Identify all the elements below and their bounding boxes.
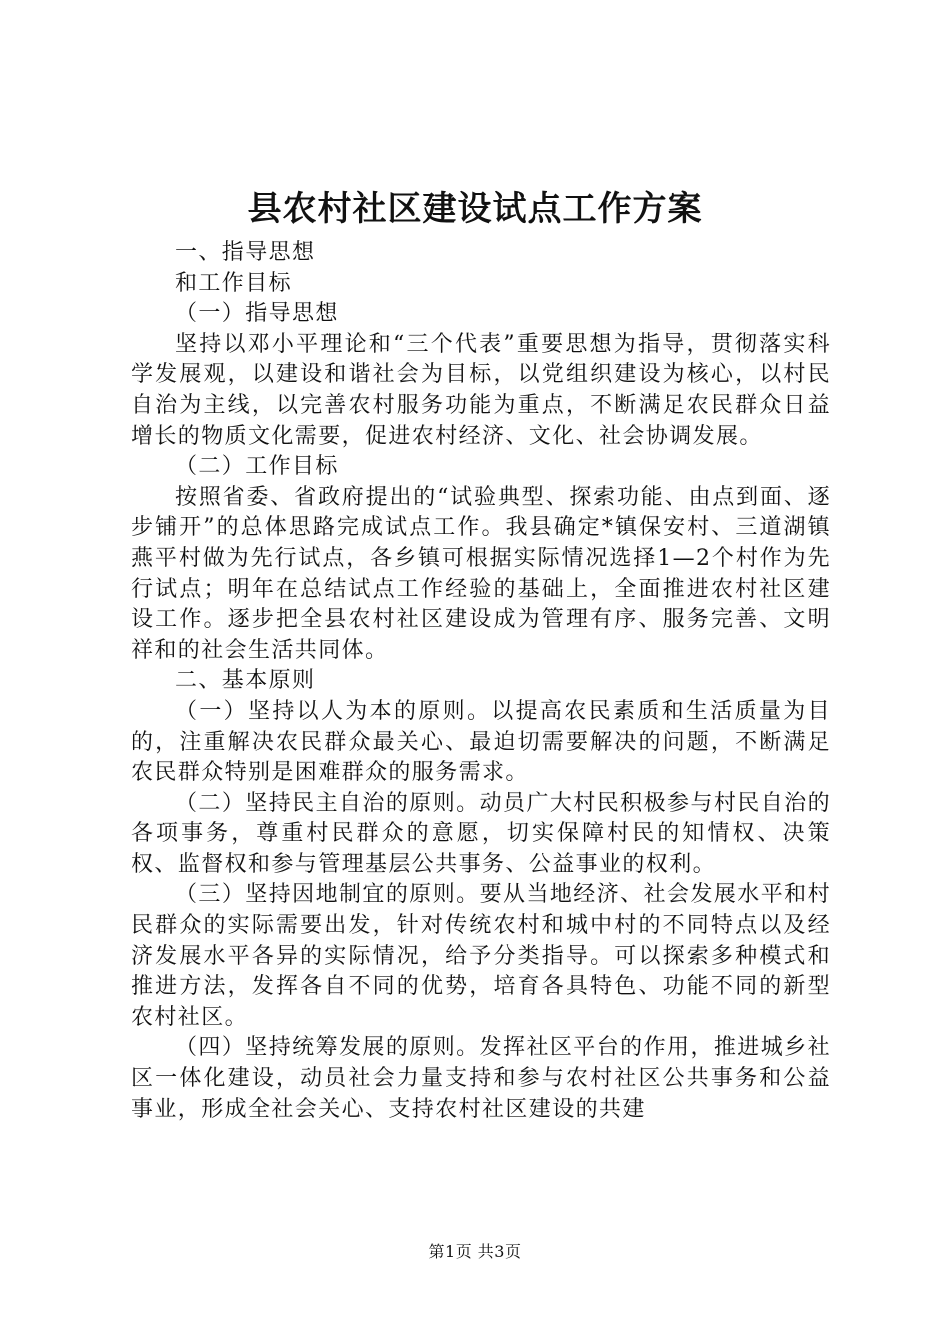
body-paragraph: （三）坚持因地制宜的原则。要从当地经济、社会发展水平和村民群众的实际需要出发，针对传统农村和城中村的不同特点以及经济发展水平各异的实际情况，给予分类指导。可以探索多种模式和推进方法，发挥各自不同的优势，培育各具特色、功能不同的新型农村社区。 [131, 882, 831, 1030]
subsection-heading: （一）指导思想 [175, 301, 339, 327]
page-number-footer: 第1页 共3页 [428, 1242, 522, 1261]
section-heading: 二、基本原则 [175, 668, 316, 694]
body-paragraph: 坚持以邓小平理论和“三个代表”重要思想为指导，贯彻落实科学发展观，以建设和谐社会为目标，以党组织建设为核心，以村民自治为主线，以完善农村服务功能为重点，不断满足农民群众日益增长的物质文化需要，促进农村经济、文化、社会协调发展。 [131, 331, 831, 449]
document-body [131, 238, 831, 1125]
body-paragraph: （四）坚持统筹发展的原则。发挥社区平台的作用，推进城乡社区一体化建设，动员社会力量支持和参与农村社区公共事务和公益事业，形成全社会关心、支持农村社区建设的共建 [131, 1035, 831, 1122]
body-paragraph: 按照省委、省政府提出的“试验典型、探索功能、由点到面、逐步铺开”的总体思路完成试点工作。我县确定*镇保安村、三道湖镇燕平村做为先行试点，各乡镇可根据实际情况选择1—2个村作为先行试点；明年在总结试点工作经验的基础上，全面推进农村社区建设工作。逐步把全县农村社区建设成为管理有序、服务完善、文明祥和的社会生活共同体。 [131, 484, 831, 663]
document-title: 县农村社区建设试点工作方案 [247, 189, 703, 229]
subsection-heading: （二）工作目标 [175, 454, 339, 480]
body-paragraph: （二）坚持民主自治的原则。动员广大村民积极参与村民自治的各项事务，尊重村民群众的意愿，切实保障村民的知情权、决策权、监督权和参与管理基层公共事务、公益事业的权利。 [131, 790, 831, 877]
body-paragraph: （一）坚持以人为本的原则。以提高农民素质和生活质量为目的，注重解决农民群众最关心、最迫切需要解决的问题，不断满足农民群众特别是困难群众的服务需求。 [131, 698, 831, 786]
section-heading: 一、指导思想 [175, 240, 316, 265]
section-heading-continued: 和工作目标 [175, 270, 293, 296]
